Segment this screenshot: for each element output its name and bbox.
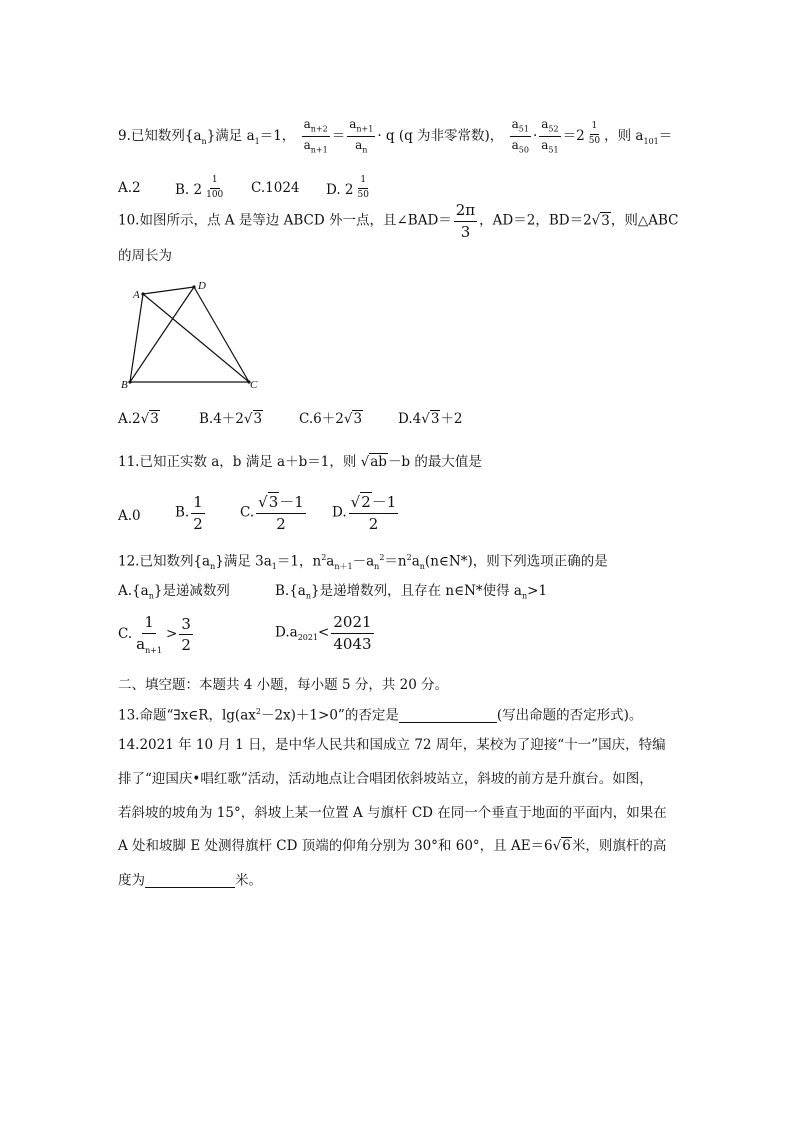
fraction: $\frac{a_{51}}{a_{50}}$ [511, 117, 529, 155]
q9-option-c: C.1024 [251, 180, 300, 196]
label-c: C [250, 379, 258, 391]
q14-line2: 排了“迎国庆•唱红歌”活动，活动地点让合唱团依斜坡站立，斜坡的前方是升旗台。如图， [118, 771, 653, 787]
q12-option-c: C. $\frac{1}{a_{n+1}}$ > $\frac{3}{2}$ [118, 613, 191, 655]
quadrilateral-figure [118, 278, 268, 393]
q11-stem: 11.已知正实数 a，b 满足 a＋b＝1，则 √ab－b 的最大值是 [118, 454, 482, 470]
q10-stem: 10.如图所示，点 A 是等边 ABCD 外一点，且∠BAD＝ $\frac{2\pi}{3}$ ，AD＝2，BD＝2√3，则△ABC [118, 201, 679, 241]
q11-option-c: C. $\frac{√3-1}{2}$ [240, 493, 304, 533]
q11-option-d: D. $\frac{√2-1}{2}$ [332, 493, 397, 533]
q11-option-a: A.0 [118, 508, 141, 524]
fraction: $\frac{a_{n+1}}{a_n}$ [349, 117, 374, 155]
q14-line4: A 处和坡脚 E 处测得旗杆 CD 顶端的仰角分别为 30°和 60°，且 AE＝6√6米，则旗杆的高 [118, 838, 667, 854]
q14-line3: 若斜坡的坡角为 15°，斜坡上某一位置 A 与旗杆 CD 在同一个垂直于地面的平面内，如果在 [118, 805, 667, 821]
q12-option-a: $A.\{a_n\}$是递减数列 [118, 583, 230, 601]
q13-stem: 13.命题“∃x∈R，$\lg(ax^2-2x)+1>0$”的否定是 (写出命题的否定形式)。 [118, 707, 643, 724]
q14-line5: 度为 米。 [118, 872, 262, 889]
answer-blank[interactable] [399, 709, 497, 723]
q9-option-b: B. 2 $\frac{1}{100}$ [175, 175, 224, 200]
exponent-fraction: $\frac{1}{50}$ [588, 121, 601, 147]
q9-option-d: D. 2 $\frac{1}{50}$ [326, 175, 369, 200]
label-a: A [133, 289, 140, 301]
fraction: $\frac{a_{52}}{a_{51}}$ [541, 117, 559, 155]
fraction: $\frac{a_{n+2}}{a_{n+1}}$ [303, 117, 328, 155]
q10-stem-line2: 的周长为 [118, 248, 172, 264]
q12-stem: 12.已知数列$\{a_n\}$满足 $3a_1=1$，$n^2a_{n+1}-a_n^2=n^2a_n(n\in N*)$，则下列选项正确的是 [118, 553, 608, 572]
q9-stem: 9.已知数列$\{a_n\}$满足 $a_1=1$， $\frac{a_{n+2}}{a_{n+1}}$ ＝ $\frac{a_{n+1}}{a_n}$ · q (q 为非零常数)， $\frac{a_{51}}{a_{50}}$ · $\frac{a_{52}}{a_{51}}$ ＝2 $\frac{1}{50}$ ，则 $a_{101}=$ [118, 117, 673, 155]
q14-line1: 14.2021 年 10 月 1 日，是中华人民共和国成立 72 周年，某校为了迎接“十一”国庆，特编 [118, 737, 666, 753]
q12-option-d: $D.a_{2021}<$ $\frac{2021}{4043}$ [275, 613, 372, 653]
q10-option-c: C.6＋2√3 [299, 411, 363, 427]
section-heading: 二、填空题：本题共 4 小题，每小题 5 分，共 20 分。 [118, 677, 449, 693]
label-d: D [198, 280, 206, 292]
label-b: B [121, 379, 128, 391]
q11-option-b: B. $\frac{1}{2}$ [175, 493, 203, 533]
answer-blank[interactable] [145, 874, 235, 888]
q10-option-a: A.2√3 [118, 411, 159, 427]
q12-option-b: $B.\{a_n\}$是递增数列，且存在 n∈N*使得 $a_n>1$ [275, 583, 548, 601]
q9-option-a: A.2 [118, 180, 141, 196]
q10-option-d: D.4√3＋2 [398, 411, 463, 427]
q10-option-b: B.4＋2√3 [199, 411, 263, 427]
